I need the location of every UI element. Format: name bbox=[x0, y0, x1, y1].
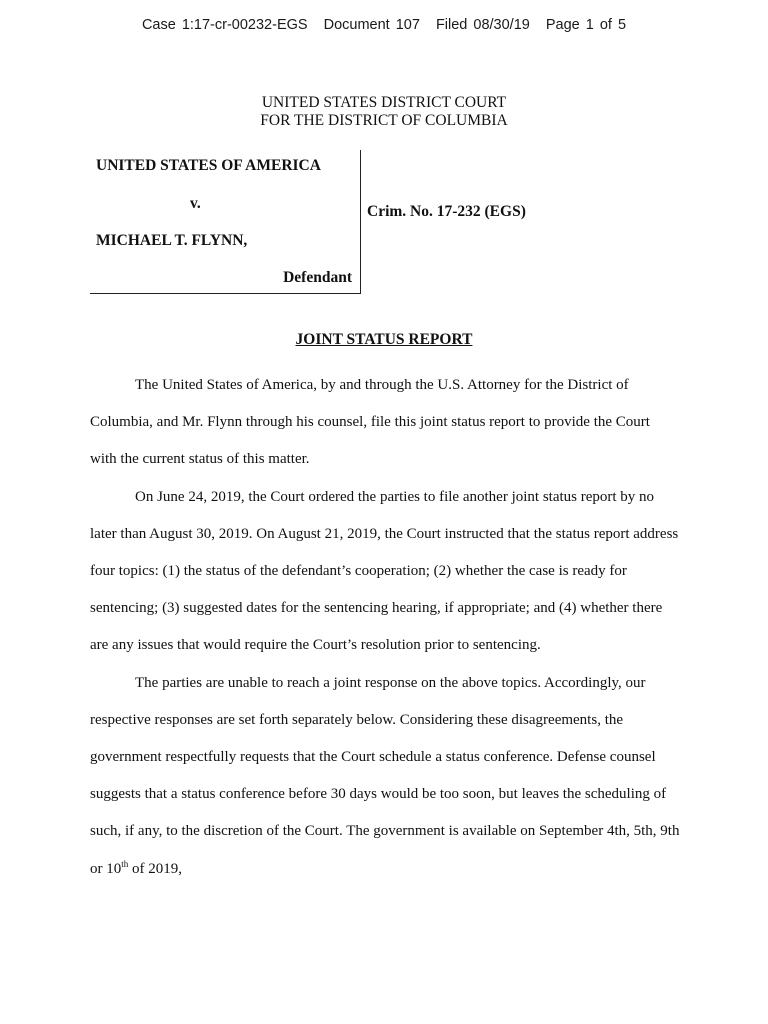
court-title bbox=[0, 94, 768, 130]
document-number: Document 107 bbox=[323, 17, 420, 33]
ecf-header bbox=[0, 17, 768, 33]
paragraph-1: The United States of America, by and through the U.S. Attorney for the District of Columbia, and Mr. Flynn through his counsel, file this joint status report to provide the Court with the current status of this matter. bbox=[90, 377, 650, 468]
defendant-role: Defendant bbox=[283, 269, 352, 286]
ordinal-superscript: th bbox=[121, 858, 129, 869]
versus-label: v. bbox=[190, 195, 201, 212]
defendant-name: MICHAEL T. FLYNN, bbox=[96, 232, 248, 249]
paragraph-3-tail: of 2019, bbox=[128, 860, 183, 877]
report-title: JOINT STATUS REPORT bbox=[295, 331, 473, 348]
report-body bbox=[90, 367, 680, 888]
case-number: Case 1:17-cr-00232-EGS bbox=[141, 17, 308, 33]
paragraph-3 bbox=[90, 665, 680, 888]
court-district: FOR THE DISTRICT OF COLUMBIA bbox=[260, 112, 508, 129]
paragraph-2: On June 24, 2019, the Court ordered the parties to file another joint status report by no later than August 30, 2019. On August 21, 2019, the Court instructed that the status report address four topics: (1) the status of the defendant’s cooperation; (2) whether the case is ready for sentencing; (3) suggested dates for the sentencing hearing, if appropriate; and (4) whether there are any issues that would require the Court’s resolution prior to sentencing. bbox=[90, 488, 679, 654]
page-indicator: Page 1 of 5 bbox=[545, 17, 627, 33]
plaintiff-name: UNITED STATES OF AMERICA bbox=[96, 157, 321, 174]
paragraph-3-text: The parties are unable to reach a joint response on the above topics. Accordingly, our respective responses are set forth separately below. Considering these disagreements, the government respectfully requests that the Court schedule a status conference. Defense counsel suggests that a status conference before 30 days would be too soon, but leaves the scheduling of such, if any, to the discretion of the Court. The government is available on September 4th, 5th, 9th or 10 bbox=[90, 674, 680, 877]
court-name: UNITED STATES DISTRICT COURT bbox=[261, 94, 507, 111]
filed-date: Filed 08/30/19 bbox=[435, 17, 530, 33]
criminal-number: Crim. No. 17-232 (EGS) bbox=[367, 203, 526, 220]
case-caption bbox=[90, 150, 361, 294]
